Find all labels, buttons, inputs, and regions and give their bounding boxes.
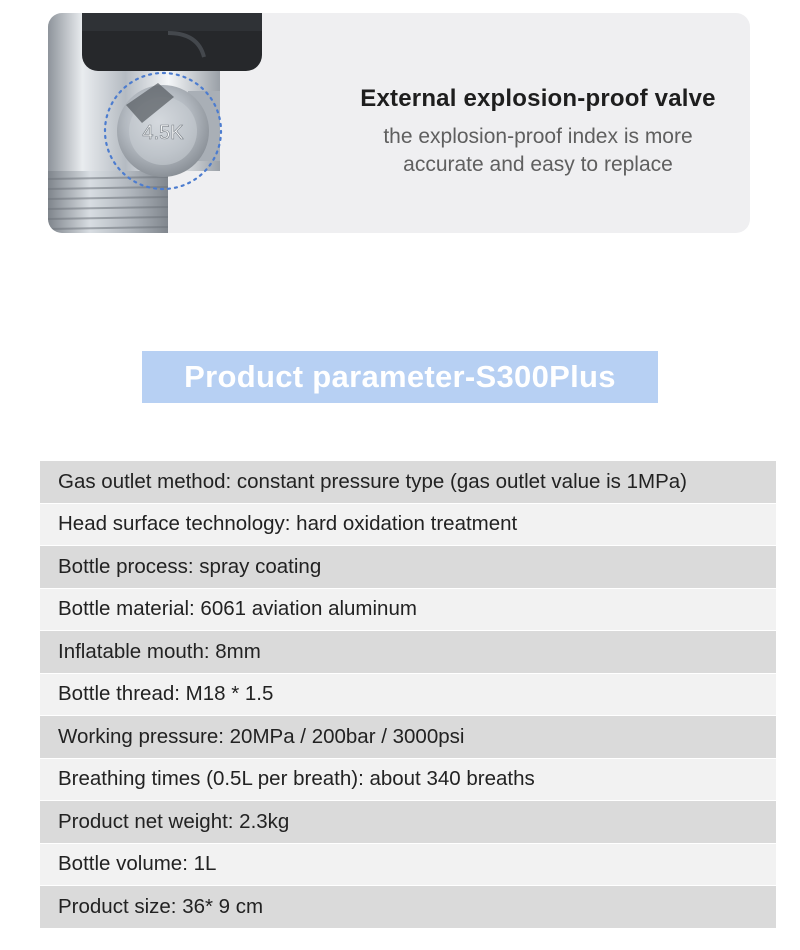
feature-text (338, 83, 738, 179)
feature-description-line-1: the explosion-proof index is more (383, 125, 693, 148)
parameter-row-bottle-thread: Bottle thread: M18 * 1.5 (40, 674, 776, 716)
parameter-row-gas-outlet: Gas outlet method: constant pressure type (gas outlet value is 1MPa) (40, 461, 776, 503)
valve-marking: 4.5K (142, 122, 184, 144)
feature-description-line-2: accurate and easy to replace (403, 153, 673, 176)
parameter-row-bottle-process: Bottle process: spray coating (40, 546, 776, 588)
parameter-row-net-weight: Product net weight: 2.3kg (40, 801, 776, 843)
parameter-row-breathing-times: Breathing times (0.5L per breath): about 340 breaths (40, 759, 776, 801)
parameter-row-bottle-material: Bottle material: 6061 aviation aluminum (40, 589, 776, 631)
section-title-badge: Product parameter-S300Plus (142, 351, 658, 403)
parameter-row-product-size: Product size: 36* 9 cm (40, 886, 776, 928)
feature-description (338, 123, 738, 179)
parameter-table (40, 461, 776, 929)
parameter-row-head-surface: Head surface technology: hard oxidation treatment (40, 504, 776, 546)
parameter-row-inflatable-mouth: Inflatable mouth: 8mm (40, 631, 776, 673)
parameter-row-working-pressure: Working pressure: 20MPa / 200bar / 3000psi (40, 716, 776, 758)
valve-photo-icon (48, 13, 288, 233)
feature-title: External explosion-proof valve (360, 85, 716, 112)
parameter-row-bottle-volume: Bottle volume: 1L (40, 844, 776, 886)
feature-card (48, 13, 750, 233)
